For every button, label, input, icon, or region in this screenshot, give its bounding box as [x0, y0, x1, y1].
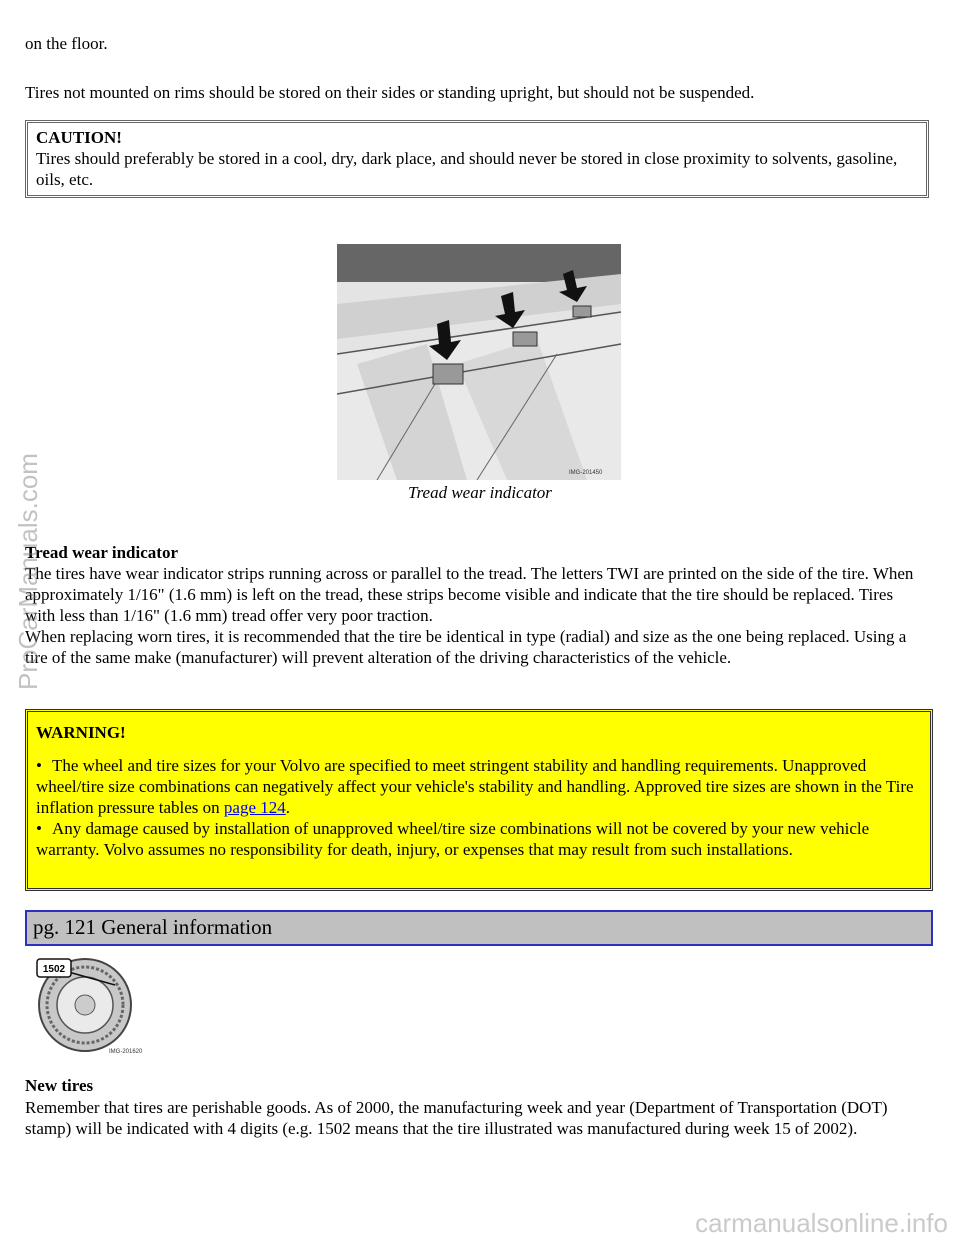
tread-body [25, 563, 925, 668]
storage-text: Tires not mounted on rims should be stored on their sides or standing upright, but should not be suspended. [25, 83, 755, 102]
dot-stamp-figure [35, 955, 147, 1055]
tread-illustration [337, 244, 621, 480]
tread-wear-figure [337, 244, 621, 480]
tread-heading: Tread wear indicator [25, 543, 178, 562]
dot-stamp-label: 1502 [42, 964, 66, 975]
new-tires-heading: New tires [25, 1076, 94, 1095]
intro-fragment: on the floor. [25, 34, 108, 53]
page-124-link[interactable]: page 124 [223, 798, 286, 817]
figure2-code: IMG-201620 [109, 1049, 143, 1055]
footer-watermark: carmanualsonline.info [695, 1208, 948, 1238]
section-header: pg. 121 General information [25, 910, 933, 946]
figure1-caption: Tread wear indicator [408, 483, 552, 502]
warning-title: WARNING! [36, 723, 126, 742]
tread-para-1: The tires have wear indicator strips running across or parallel to the tread. The letters TWI are printed on the side of the tire. When approximately 1/16" (1.6 mm) is left on the tread, these strips become visible and indicate that the tire should be replaced. Tires with less than 1/16" (1.6 mm) tread offer very poor traction. [25, 564, 914, 625]
figure1-code: IMG-201450 [569, 470, 603, 476]
tread-para-2: When replacing worn tires, it is recommended that the tire be identical in type (radial) and size as the one being replaced. Using a tire of the same make (manufacturer) will prevent alteration of the driving characteristics of the vehicle. [25, 627, 907, 667]
bullet-icon: • [36, 756, 42, 775]
caution-title: CAUTION! [36, 128, 122, 147]
warning-box [25, 709, 933, 891]
warning-list [36, 755, 922, 860]
caution-body: Tires should preferably be stored in a cool, dry, dark place, and should never be stored in close proximity to solvents, gasoline, oils, etc. [36, 149, 898, 189]
warning-item-2: • Any damage caused by installation of unapproved wheel/tire size combinations will not be covered by your new vehicle warranty. Volvo assumes no responsibility for death, injury, or expenses that may result from such installations. [36, 819, 870, 859]
caution-box [25, 120, 929, 198]
warning-item-1: • The wheel and tire sizes for your Volvo are specified to meet stringent stability and handling requirements. Unapproved wheel/tire size combinations can negatively affect your vehicle's stability and handling. Approved tire sizes are shown in the Tire inflation pressure tables on page 124. [36, 756, 914, 817]
bullet-icon: • [36, 819, 42, 838]
tire-sidewall-illustration [35, 955, 147, 1055]
new-tires-body: Remember that tires are perishable goods. As of 2000, the manufacturing week and year (Department of Transportation (DOT) stamp) will be indicated with 4 digits (e.g. 1502 means that the tire illustrated was manufactured during week 15 of 2002). [25, 1098, 888, 1138]
